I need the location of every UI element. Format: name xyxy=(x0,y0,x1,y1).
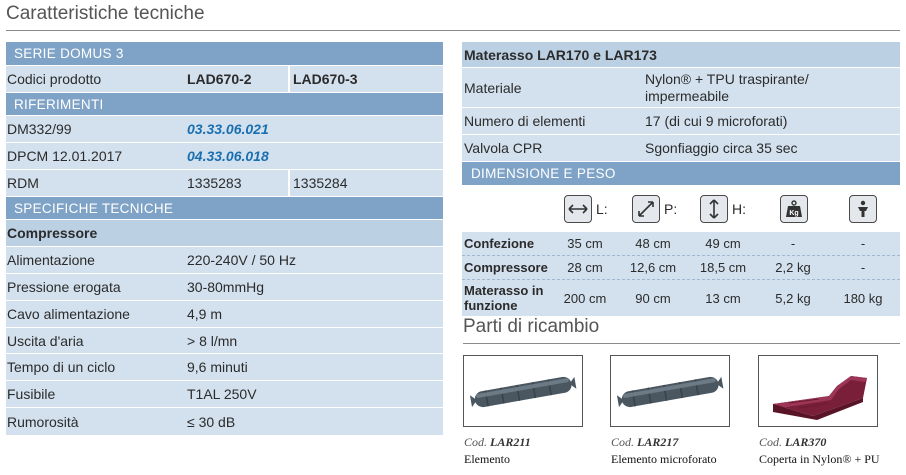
spec-value: 220-240V / 50 Hz xyxy=(187,252,296,268)
spec-row xyxy=(6,247,443,274)
dimension-row xyxy=(462,280,900,316)
dimension-value: - xyxy=(860,236,866,251)
dimension-value: 200 cm xyxy=(563,290,607,306)
spec-value: 9,6 minuti xyxy=(187,359,248,375)
title-divider xyxy=(6,30,900,31)
mattress-table xyxy=(462,42,900,316)
spec-value: > 8 l/mn xyxy=(187,332,238,349)
dimension-value: 49 cm xyxy=(705,236,741,251)
page-title: Caratteristiche tecniche xyxy=(6,3,205,24)
riferimenti-header-label: RIFERIMENTI xyxy=(14,96,104,112)
dimension-value: - xyxy=(860,260,866,275)
dimension-icons-row xyxy=(462,186,900,232)
codici-value-1: LAD670-2 xyxy=(187,71,252,87)
mattress-value: 17 (di cui 9 microforati) xyxy=(645,112,788,129)
codici-label: Codici prodotto xyxy=(7,71,102,87)
spare-parts-divider xyxy=(463,343,900,344)
mattress-header xyxy=(462,42,900,68)
spec-label: Alimentazione xyxy=(7,252,95,268)
specifiche-header xyxy=(6,197,443,220)
dimension-value: 12,6 cm xyxy=(629,260,677,275)
spec-row xyxy=(6,408,443,435)
svg-text:Kg: Kg xyxy=(789,210,799,217)
mattress-label: Valvola CPR xyxy=(464,140,543,156)
mattress-row xyxy=(462,68,900,108)
part-name: Coperta in Nylon® + PU xyxy=(759,452,880,466)
part-code: Cod. LAR217 xyxy=(611,435,679,449)
dimension-value: 180 kg xyxy=(843,290,883,306)
mattress-value: Sgonfiaggio circa 35 sec xyxy=(645,139,798,156)
spec-label: Pressione erogata xyxy=(7,279,121,295)
height-label: H: xyxy=(732,201,746,217)
dimension-value: 35 cm xyxy=(567,236,603,251)
serie-header-label: SERIE DOMUS 3 xyxy=(14,46,124,61)
rdm-row xyxy=(6,170,443,197)
riferimenti-header xyxy=(6,93,443,116)
dimension-header-label: DIMENSIONE E PESO xyxy=(471,166,616,181)
part-image-elemento[interactable] xyxy=(463,355,583,427)
compressore-label: Compressore xyxy=(7,225,98,241)
dimension-value: 13 cm xyxy=(705,290,741,306)
column-separator xyxy=(288,170,290,196)
specifiche-header-label: SPECIFICHE TECNICHE xyxy=(14,200,174,216)
codici-value-2: LAD670-3 xyxy=(293,71,358,87)
spec-label: Rumorosità xyxy=(7,413,79,430)
part-code: Cod. LAR370 xyxy=(759,435,827,449)
spec-row xyxy=(6,301,443,328)
part-image-coperta[interactable] xyxy=(758,355,878,427)
dm-code-link[interactable]: 03.33.06.021 xyxy=(187,121,269,137)
spec-label: Uscita d'aria xyxy=(7,332,84,349)
spec-value: ≤ 30 dB xyxy=(187,413,236,430)
spec-row xyxy=(6,354,443,381)
dimension-row-label: Compressore xyxy=(464,260,548,275)
dimension-row-label: Materasso in funzione xyxy=(464,283,544,313)
compressore-subheader xyxy=(6,220,443,247)
mattress-row xyxy=(462,135,900,162)
rdm-label: RDM xyxy=(7,175,39,191)
dimension-value: 48 cm xyxy=(635,236,671,251)
part-name: Elemento microforato xyxy=(611,452,717,466)
spec-label: Tempo di un ciclo xyxy=(7,359,116,375)
specs-table xyxy=(6,42,443,435)
length-label: L: xyxy=(596,201,608,217)
spec-value: 30-80mmHg xyxy=(187,279,265,295)
dimension-value: 5,2 kg xyxy=(775,290,811,306)
patient-weight-icon xyxy=(849,195,877,223)
dimension-row xyxy=(462,256,900,280)
dpcm-code-link[interactable]: 04.33.06.018 xyxy=(187,148,269,164)
weight-kg-icon xyxy=(780,195,808,223)
width-arrows-icon xyxy=(564,195,592,223)
dimension-header xyxy=(462,162,900,186)
spec-row xyxy=(6,381,443,408)
dimension-value: 2,2 kg xyxy=(775,260,811,275)
spare-parts-title: Parti di ricambio xyxy=(463,316,600,337)
dimension-row xyxy=(462,232,900,256)
rdm-value-2: 1335284 xyxy=(293,175,348,191)
dimension-value: 18,5 cm xyxy=(699,260,747,275)
spec-value: T1AL 250V xyxy=(187,386,257,402)
codici-row xyxy=(6,66,443,93)
part-image-elemento-microforato[interactable] xyxy=(610,355,730,427)
rdm-value-1: 1335283 xyxy=(187,175,242,191)
spec-row xyxy=(6,328,443,354)
mattress-row xyxy=(462,108,900,135)
dimension-value: 28 cm xyxy=(567,260,603,275)
mattress-value: Nylon® + TPU traspirante/ impermeabile xyxy=(645,70,809,104)
serie-header xyxy=(6,42,443,66)
spec-row xyxy=(6,274,443,301)
part-code: Cod. LAR211 xyxy=(464,435,531,449)
dm-row xyxy=(6,116,443,143)
dimension-row-label: Confezione xyxy=(464,236,535,251)
height-arrows-icon xyxy=(700,195,728,223)
mattress-header-label: Materasso LAR170 e LAR173 xyxy=(464,46,657,63)
spec-value: 4,9 m xyxy=(187,306,223,322)
dm-label: DM332/99 xyxy=(7,121,72,137)
dimension-value: - xyxy=(790,236,796,251)
spec-label: Fusibile xyxy=(7,386,56,402)
column-separator xyxy=(288,66,290,92)
part-name: Elemento xyxy=(464,452,510,466)
depth-label: P: xyxy=(664,201,678,217)
diagonal-depth-icon xyxy=(632,195,660,223)
dpcm-label: DPCM 12.01.2017 xyxy=(7,148,123,164)
spec-label: Cavo alimentazione xyxy=(7,306,130,322)
mattress-label: Numero di elementi xyxy=(464,113,586,129)
dimension-value: 90 cm xyxy=(635,290,671,306)
mattress-label: Materiale xyxy=(464,79,522,96)
dpcm-row xyxy=(6,143,443,170)
